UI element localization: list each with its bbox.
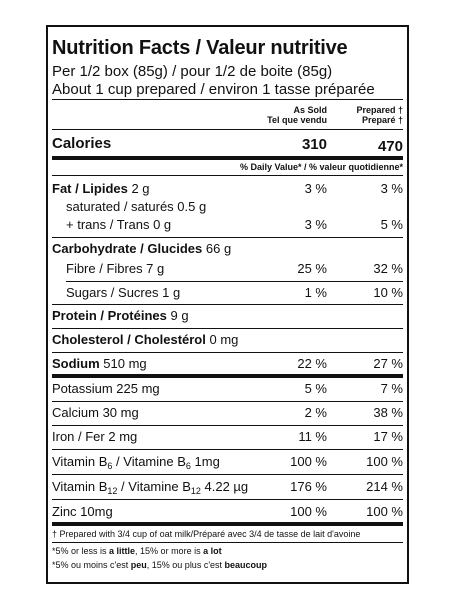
nutrient-row: Carbohydrate / Glucides 66 g (52, 241, 232, 256)
nutrient-row: + trans / Trans 0 g 3 % 5 % (66, 217, 403, 232)
nutrient-row: Iron / Fer 2 mg 11 % 17 % (52, 429, 403, 444)
nutrient-row-vitamin-b6: Vitamin $B_6$ / Vitamine $B_6$ 1mg 100 % 100 % (52, 454, 403, 471)
serving-size-line: Per 1/2 box (85g) / pour 1/2 de boite (85g) (52, 63, 333, 80)
nutrient-row: Protein / Protéines 9 g (52, 308, 189, 323)
rule-thin (52, 401, 403, 402)
rule-thin (52, 449, 403, 450)
col-prepared-header: Prepared † Preparé † (356, 105, 403, 125)
nutrient-row: Cholesterol / Cholestérol 0 mg (52, 332, 239, 347)
rule-thick (52, 374, 403, 378)
footnote-daily-value-en: *5% or less is a little, 15% or more is a lot (52, 546, 222, 556)
footnote-daily-value-fr: *5% ou moins c'est peu, 15% ou plus c'est beaucoup (52, 560, 268, 570)
nutrient-row: saturated / saturés 0.5 g (66, 199, 207, 214)
col-as-sold-header: As Sold Tel que vendu (267, 105, 327, 125)
rule-thin (52, 99, 403, 100)
nutrient-row: Sugars / Sucres 1 g 1 % 10 % (66, 285, 403, 300)
rule-thin (52, 352, 403, 353)
nutrient-row: Fibre / Fibres 7 g 25 % 32 % (66, 261, 403, 276)
rule-thin (52, 129, 403, 130)
rule-thin (52, 328, 403, 329)
footnote-prepared: † Prepared with 3/4 cup of oat milk/Préparé avec 3/4 de tasse de lait d'avoine (52, 529, 361, 539)
daily-value-header: % Daily Value* / % valeur quotidienne* (239, 162, 403, 172)
nutrient-row: Sodium 510 mg 22 % 27 % (52, 356, 403, 371)
rule-thin (52, 304, 403, 305)
calories-as-sold: 310 (301, 136, 327, 153)
nutrient-row: Fat / Lipides 2 g 3 % 3 % (52, 181, 403, 196)
calories-prepared: 470 (377, 138, 403, 155)
nutrition-facts-panel (46, 25, 409, 584)
rule-thin (66, 281, 403, 282)
nutrient-row: Calcium 30 mg 2 % 38 % (52, 405, 403, 420)
nutrient-row: Potassium 225 mg 5 % 7 % (52, 381, 403, 396)
calories-label: Calories (52, 135, 112, 152)
rule-thick (52, 522, 403, 526)
serving-prepared-line: About 1 cup prepared / environ 1 tasse préparée (52, 81, 375, 98)
label-title: Nutrition Facts / Valeur nutritive (52, 37, 348, 59)
rule-thin (52, 425, 403, 426)
nutrient-row-vitamin-b12: Vitamin $B_{12}$ / Vitamine $B_{12}$ 4.22 µg 176 % 214 % (52, 479, 403, 496)
rule-thin (52, 237, 403, 238)
rule-thick (52, 156, 403, 160)
rule-thin (52, 542, 403, 543)
nutrient-row-zinc: Zinc 10mg 100 % 100 % (52, 504, 403, 519)
rule-thin (52, 499, 403, 500)
rule-thin (52, 474, 403, 475)
rule-thin (52, 175, 403, 176)
